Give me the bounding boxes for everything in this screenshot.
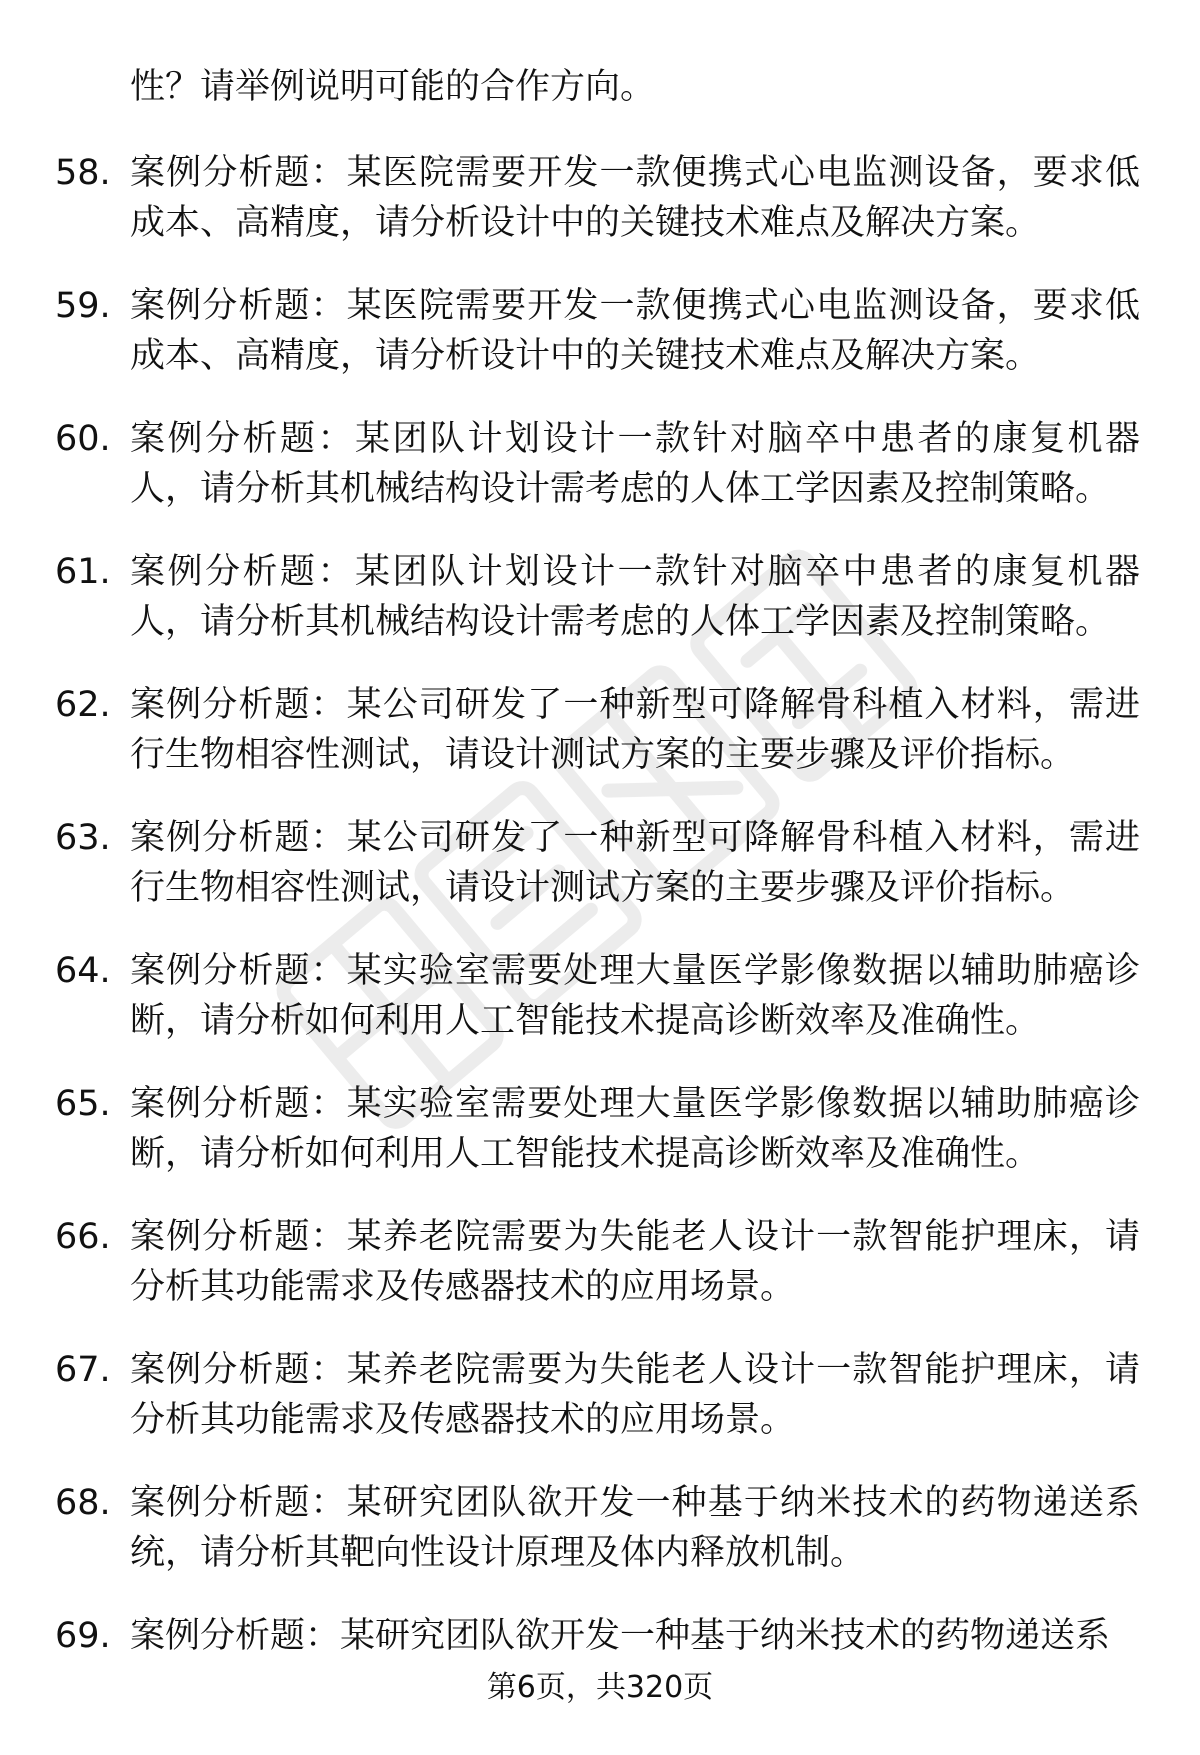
question-item [0,414,1200,547]
question-item [0,1478,1200,1611]
question-item [0,148,1200,281]
question-number: 65. [55,1084,111,1124]
question-text: 案例分析题：某养老院需要为失能老人设计一款智能护理床，请分析其功能需求及传感器技术的应用场景。 [130,1350,1140,1440]
question-text: 案例分析题：某研究团队欲开发一种基于纳米技术的药物递送系统，请分析其靶向性设计原理及体内释放机制。 [130,1483,1140,1573]
question-number: 62. [55,685,111,725]
question-text: 案例分析题：某团队计划设计一款针对脑卒中患者的康复机器人，请分析其机械结构设计需考虑的人体工学因素及控制策略。 [130,552,1140,642]
question-item [0,680,1200,813]
question-text: 案例分析题：某公司研发了一种新型可降解骨科植入材料，需进行生物相容性测试，请设计测试方案的主要步骤及评价指标。 [130,818,1140,908]
question-text: 案例分析题：某养老院需要为失能老人设计一款智能护理床，请分析其功能需求及传感器技术的应用场景。 [130,1217,1140,1307]
question-text: 案例分析题：某研究团队欲开发一种基于纳米技术的药物递送系 [130,1616,1111,1656]
page-footer: 第6页，共320页 [486,1670,714,1705]
question-number: 69. [55,1616,111,1656]
question-text: 案例分析题：某实验室需要处理大量医学影像数据以辅助肺癌诊断，请分析如何利用人工智能技术提高诊断效率及准确性。 [130,1084,1140,1174]
question-item [0,946,1200,1079]
question-text: 案例分析题：某公司研发了一种新型可降解骨科植入材料，需进行生物相容性测试，请设计测试方案的主要步骤及评价指标。 [130,685,1140,775]
question-number: 59. [55,286,111,326]
question-text: 案例分析题：某团队计划设计一款针对脑卒中患者的康复机器人，请分析其机械结构设计需考虑的人体工学因素及控制策略。 [130,419,1140,509]
question-number: 68. [55,1483,111,1523]
question-text: 案例分析题：某实验室需要处理大量医学影像数据以辅助肺癌诊断，请分析如何利用人工智能技术提高诊断效率及准确性。 [130,951,1140,1041]
question-number: 66. [55,1217,111,1257]
question-number: 60. [55,419,111,459]
question-number: 58. [55,153,111,193]
question-item [0,1079,1200,1212]
question-number: 67. [55,1350,111,1390]
question-item [0,547,1200,680]
question-number: 61. [55,552,111,592]
question-list [0,148,1200,1744]
question-text: 案例分析题：某医院需要开发一款便携式心电监测设备，要求低成本、高精度，请分析设计中的关键技术难点及解决方案。 [130,286,1140,376]
question-text: 案例分析题：某医院需要开发一款便携式心电监测设备，要求低成本、高精度，请分析设计中的关键技术难点及解决方案。 [130,153,1140,243]
question-item [0,813,1200,946]
question-item [0,1345,1200,1478]
question-item [0,281,1200,414]
continuation-text: 性？请举例说明可能的合作方向。 [130,67,656,107]
question-item [0,1212,1200,1345]
question-number: 64. [55,951,111,991]
question-number: 63. [55,818,111,858]
